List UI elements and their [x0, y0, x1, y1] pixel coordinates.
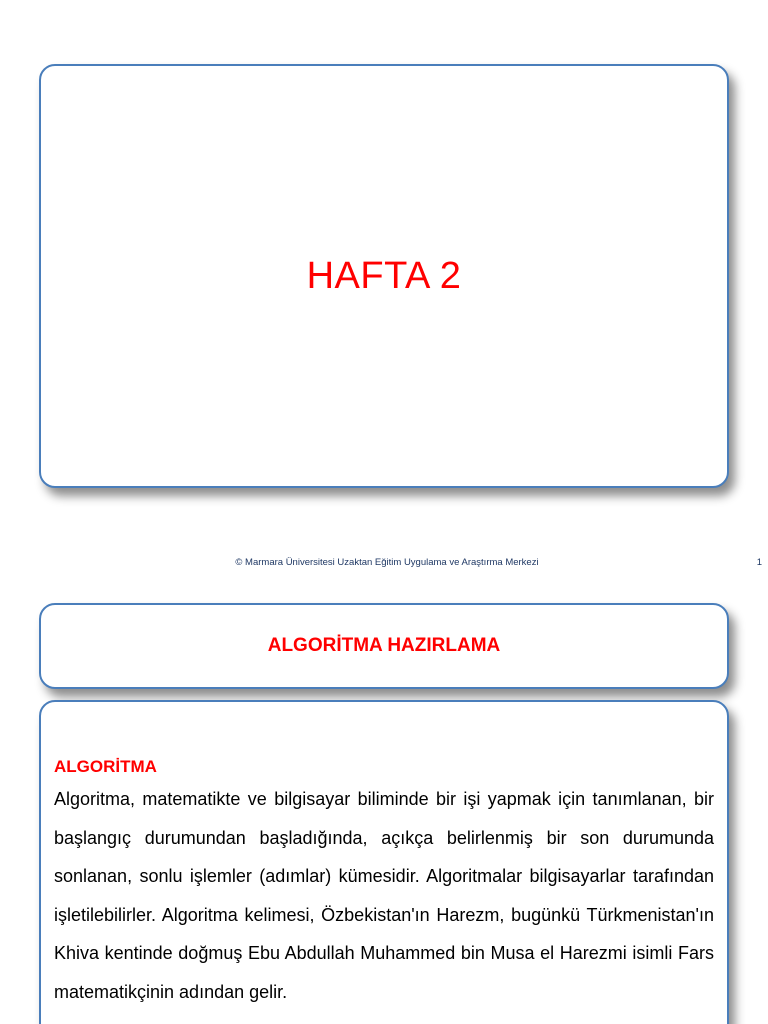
slide-heading: ALGORİTMA HAZIRLAMA — [267, 635, 501, 656]
content-card — [39, 700, 729, 1024]
body-paragraph: Algoritma, matematikte ve bilgisayar biliminde bir işi yapmak için tanımlanan, bir başlangıç durumundan başladığında, açıkça belirlenmiş bir son durumunda sonlanan, sonlu işlemler (adımlar) kümesidir. Algoritmalar bilgisayarlar tarafından işletilebilirler. Algoritma kelimesi, Özbekistan'ın Harezm, bugünkü Türkmenistan'ın Khiva kentinde doğmuş Ebu Abdullah Muhammed bin Musa el Harezmi isimli Fars matematikçinin adından gelir. — [54, 789, 714, 1002]
slide-footer — [0, 556, 768, 570]
slide-title: HAFTA 2 — [306, 254, 462, 297]
section-title: ALGORİTMA — [54, 757, 157, 776]
footer-copyright: © Marmara Üniversitesi Uzaktan Eğitim Uygulama ve Araştırma Merkezi — [235, 557, 539, 568]
title-slide-card — [39, 64, 729, 488]
page-number: 1 — [756, 557, 762, 568]
heading-card — [39, 603, 729, 689]
